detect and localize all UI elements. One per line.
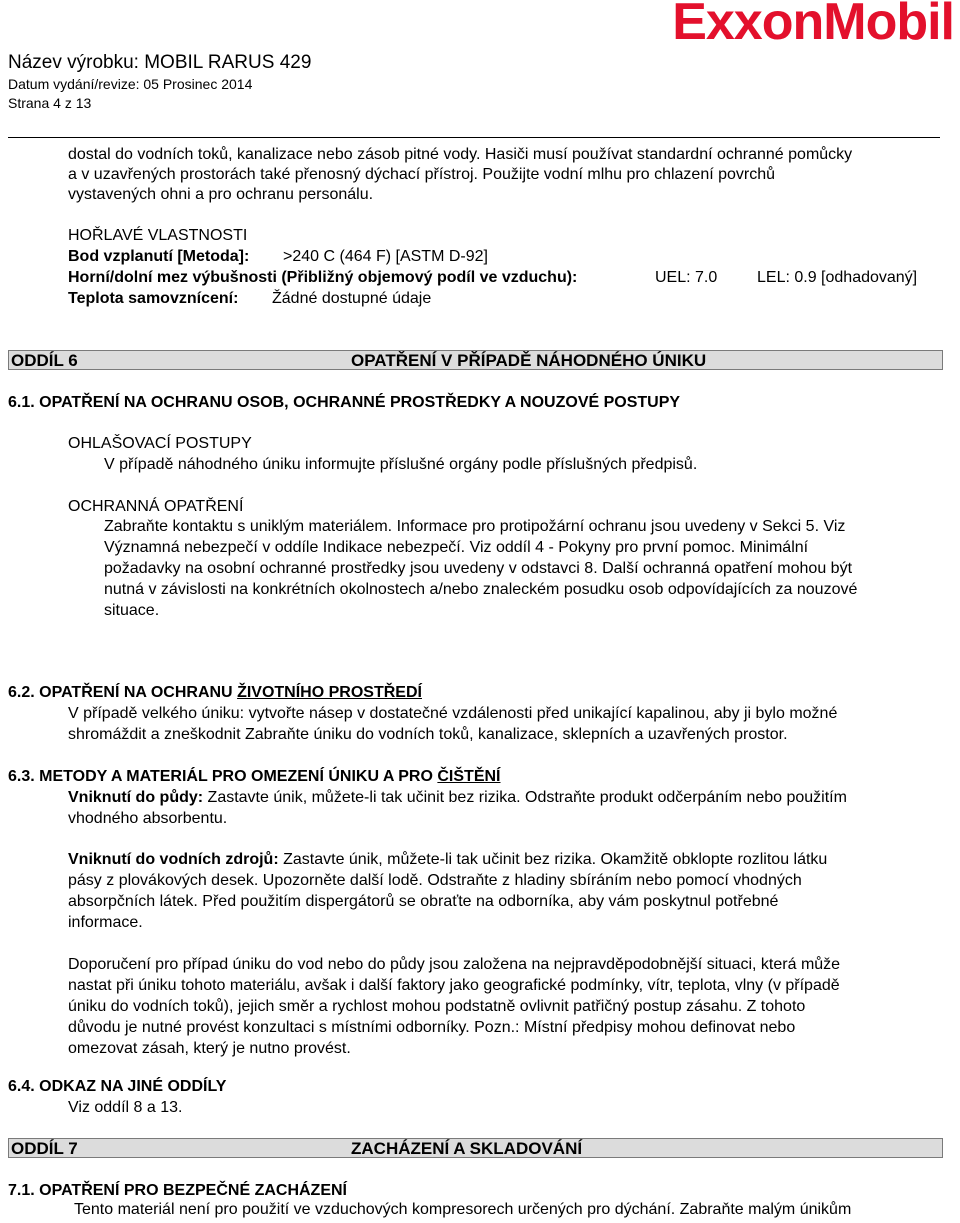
s63-title-underlined: ČIŠTĚNÍ — [437, 768, 501, 785]
s62-title — [8, 684, 422, 702]
issue-date: Datum vydání/revize: 05 Prosinec 2014 — [8, 76, 253, 92]
s64-title: 6.4. ODKAZ NA JINÉ ODDÍLY — [8, 1078, 227, 1095]
protective-title: OCHRANNÁ OPATŘENÍ — [68, 498, 244, 515]
s62-title-prefix: 6.2. OPATŘENÍ NA OCHRANU — [8, 684, 238, 701]
protective-line: nutná v závislosti na konkrétních okolnostech a/nebo znaleckém posudku osob odpovídajících za nouzové — [104, 581, 858, 598]
s62-line: V případě velkého úniku: vytvořte násep v dostatečné vzdálenosti před unikající kapalinou, aby ji bylo možné — [68, 705, 838, 722]
s64-text: Viz oddíl 8 a 13. — [68, 1099, 183, 1116]
water-text: Zastavte únik, můžete-li tak učinit bez rizika. Okamžitě obklopte rozlitou látku — [278, 851, 828, 868]
water-line: absorpčních látek. Před použitím dispergátorů se obraťte na odborníka, aby vám poskytnul potřebné — [68, 893, 779, 910]
product-name: Název výrobku: MOBIL RARUS 429 — [8, 52, 312, 73]
logo-text: ExxonMobil — [672, 0, 954, 51]
uel-value: UEL: 7.0 — [655, 269, 718, 286]
s62-title-underlined: ŽIVOTNÍHO PROSTŘEDÍ — [237, 684, 422, 701]
recommend-line: Doporučení pro případ úniku do vod nebo do půdy jsou založena na nejpravděpodobnější situaci, která může — [68, 956, 841, 973]
reporting-title: OHLAŠOVACÍ POSTUPY — [68, 435, 252, 452]
s71-title: 7.1. OPATŘENÍ PRO BEZPEČNÉ ZACHÁZENÍ — [8, 1182, 347, 1199]
protective-line: požadavky na osobní ochranné prostředky jsou uvedeny v odstavci 8. Další ochranná opatření mohou být — [104, 560, 853, 577]
protective-line: Zabraňte kontaktu s uniklým materiálem. Informace pro protipožární ochranu jsou uvedeny v Sekci 5. Viz — [104, 518, 846, 535]
water-line: informace. — [68, 914, 143, 931]
intro-line: dostal do vodních toků, kanalizace nebo zásob pitné vody. Hasiči musí používat standardní ochranné pomůcky — [68, 146, 853, 163]
s61-title: 6.1. OPATŘENÍ NA OCHRANU OSOB, OCHRANNÉ PROSTŘEDKY A NOUZOVÉ POSTUPY — [8, 394, 681, 411]
s71-text: Tento materiál není pro použití ve vzduchových kompresorech určených pro dýchání. Zabraňte malým únikům — [74, 1201, 852, 1218]
s62-line: shromáždit a zneškodnit Zabraňte úniku do vodních toků, kanalizace, sklepních a uzavřených prostor. — [68, 726, 788, 743]
reporting-text: V případě náhodného úniku informujte příslušné orgány podle příslušných předpisů. — [104, 456, 698, 473]
header-rule — [8, 137, 940, 138]
land-line-2: vhodného absorbentu. — [68, 810, 228, 827]
land-line — [68, 789, 847, 807]
intro-line: vystavených ohni a pro ochranu personálu. — [68, 186, 374, 203]
autoignition-value: Žádné dostupné údaje — [272, 290, 432, 307]
flash-point-label: Bod vzplanutí [Metoda]: — [68, 248, 250, 265]
protective-line: situace. — [104, 602, 160, 619]
section-6-header — [8, 350, 943, 370]
recommend-line: nastat při úniku tohoto materiálu, avšak i další faktory jako geografické podmínky, vítr, teplota, vlny (v případě — [68, 977, 840, 994]
water-label: Vniknutí do vodních zdrojů: — [68, 851, 279, 868]
section-6-title: OPATŘENÍ V PŘÍPADĚ NÁHODNÉHO ÚNIKU — [351, 351, 707, 370]
section-7-title: ZACHÁZENÍ A SKLADOVÁNÍ — [351, 1139, 583, 1158]
recommend-line: důvodu je nutné provést konzultaci s místními odborníky. Pozn.: Místní předpisy mohou definovat nebo — [68, 1019, 796, 1036]
flammable-title: HOŘLAVÉ VLASTNOSTI — [68, 227, 248, 244]
flash-point-value: >240 C (464 F) [ASTM D-92] — [283, 248, 488, 265]
section-6-label: ODDÍL 6 — [11, 351, 78, 370]
water-line: pásy z plovákových desek. Upozorněte další lodě. Odstraňte z hladiny sbíráním nebo pomocí vhodných — [68, 872, 802, 889]
land-text: Zastavte únik, můžete-li tak učinit bez rizika. Odstraňte produkt odčerpáním nebo použitím — [203, 789, 847, 806]
s63-title — [8, 768, 501, 786]
recommend-line: omezovat zásah, který je nutno provést. — [68, 1040, 351, 1057]
s63-title-prefix: 6.3. METODY A MATERIÁL PRO OMEZENÍ ÚNIKU A PRO — [8, 768, 438, 785]
water-line — [68, 851, 827, 869]
section-7-label: ODDÍL 7 — [11, 1139, 78, 1158]
intro-line: a v uzavřených prostorách také přenosný dýchací přístroj. Použijte vodní mlhu pro chlazení povrchů — [68, 166, 776, 183]
page-number: Strana 4 z 13 — [8, 95, 92, 111]
exxonmobil-logo — [672, 0, 954, 52]
autoignition-label: Teplota samovznícení: — [68, 290, 239, 307]
lel-value: LEL: 0.9 [odhadovaný] — [757, 269, 918, 286]
section-7-header — [8, 1138, 943, 1158]
protective-line: Významná nebezpečí v oddíle Indikace nebezpečí. Viz oddíl 4 - Pokyny pro první pomoc. Minimální — [104, 539, 809, 556]
recommend-line: úniku do vodních toků), jejich směr a rychlost mohou podstatně ovlivnit patřičný postup zásahu. Z tohoto — [68, 998, 806, 1015]
explosive-limits-label: Horní/dolní mez výbušnosti (Přibližný objemový podíl ve vzduchu): — [68, 269, 578, 286]
land-label: Vniknutí do půdy: — [68, 789, 204, 806]
